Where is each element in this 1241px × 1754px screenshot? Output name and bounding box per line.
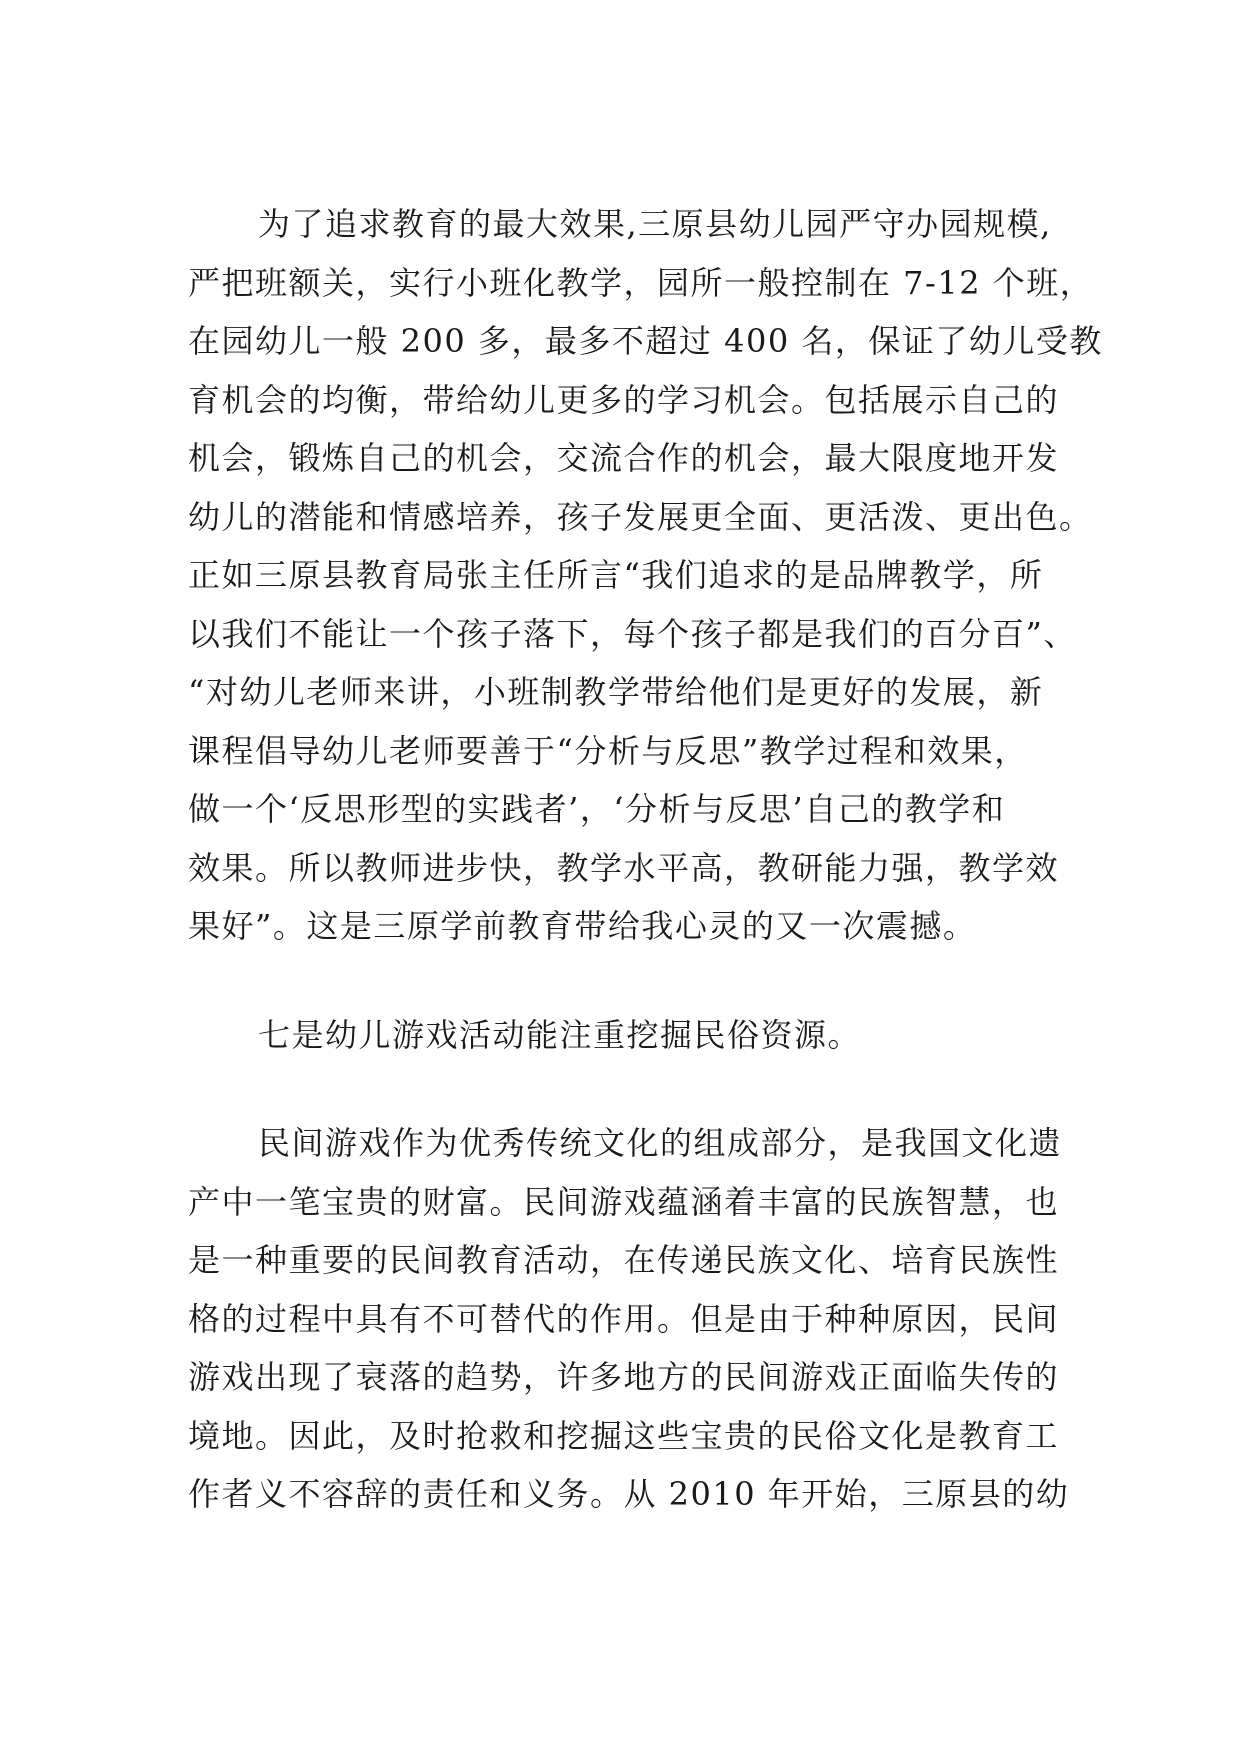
text-line: 游戏出现了衰落的趋势，许多地方的民间游戏正面临失传的 — [188, 1358, 1060, 1396]
text-line: 正如三原县教育局张主任所言“我们追求的是品牌教学，所 — [188, 556, 1044, 594]
paragraph-small-class-teaching — [188, 195, 1103, 956]
document-body — [188, 195, 1103, 1524]
text-line: 格的过程中具有不可替代的作用。但是由于种种原因，民间 — [188, 1299, 1060, 1338]
paragraph-folk-games — [188, 1114, 1068, 1524]
text-line: 产中一笔宝贵的财富。民间游戏蕴涵着丰富的民族智慧，也 — [188, 1182, 1060, 1221]
text-line: 作者义不容辞的责任和义务。从 2010 年开始，三原县的幼 — [188, 1475, 1070, 1513]
text-line: 机会，锻炼自己的机会，交流合作的机会，最大限度地开发 — [188, 439, 1060, 477]
text-line: 是一种重要的民间教育活动，在传递民族文化、培育民族性 — [188, 1241, 1060, 1279]
text-line: 为了追求教育的最大效果,三原县幼儿园严守办园规模, — [258, 205, 1052, 243]
text-line: 境地。因此，及时抢救和挖掘这些宝贵的民俗文化是教育工 — [188, 1416, 1060, 1455]
text-line: 效果。所以教师进步快，教学水平高，教研能力强，教学效 — [188, 848, 1060, 887]
text-line: 严把班额关，实行小班化教学，园所一般控制在 7-12 个班， — [188, 263, 1094, 302]
text-line: 七是幼儿游戏活动能注重挖掘民俗资源。 — [258, 1015, 862, 1054]
section-heading-folk-games — [188, 1006, 1068, 1065]
text-line: 做一个‘反思形型的实践者’，‘分析与反思’自己的教学和 — [188, 790, 1006, 828]
text-line: 以我们不能让一个孩子落下，每个孩子都是我们的百分百”、 — [188, 614, 1077, 653]
text-line: 民间游戏作为优秀传统文化的组成部分，是我国文化遗 — [258, 1124, 1063, 1162]
paragraph-spacer — [188, 1064, 1068, 1114]
text-line: 课程倡导幼儿老师要善于“分析与反思”教学过程和效果， — [188, 731, 1028, 770]
text-line: 果好”。这是三原学前教育带给我心灵的又一次震撼。 — [188, 907, 977, 945]
text-line: 育机会的均衡，带给幼儿更多的学习机会。包括展示自己的 — [188, 380, 1060, 419]
text-line: 在园幼儿一般 200 多，最多不超过 400 名，保证了幼儿受教 — [188, 322, 1103, 360]
paragraph-spacer — [188, 956, 1068, 1006]
text-line: “对幼儿老师来讲，小班制教学带给他们是更好的发展，新 — [188, 673, 1044, 711]
text-line: 幼儿的潜能和情感培养，孩子发展更全面、更活泼、更出色。 — [188, 497, 1093, 536]
